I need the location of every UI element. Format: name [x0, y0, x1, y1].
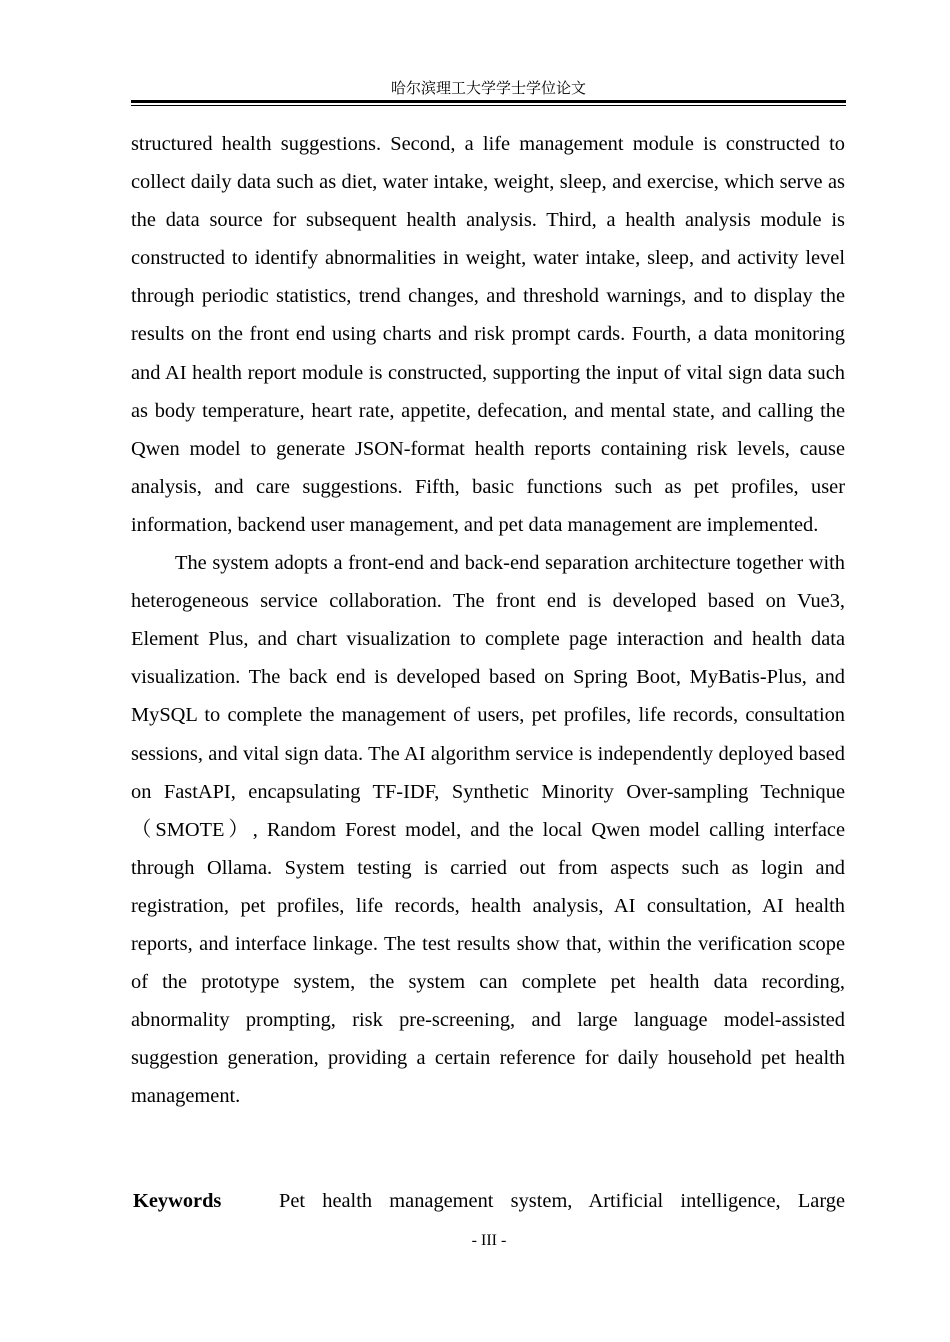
abstract-paragraph-2: The system adopts a front-end and back-end separation architecture together with heterogeneous service collaboration. The front end is developed based on Vue3, Element Plus, and chart visualization to complete page interaction and health data visualization. The back end is developed based on Spring Boot, MyBatis-Plus, and MySQL to complete the management of users, pet profiles, life records, consultation sessions, and vital sign data. The AI algorithm service is independently deployed based on FastAPI, encapsulating TF-IDF, Synthetic Minority Over-sampling Technique（SMOTE）, Random Forest model, and the local Qwen model calling interface through Ollama. System testing is carried out from aspects such as login and registration, pet profiles, life records, health analysis, AI consultation, AI health reports, and interface linkage. The test results show that, within the verification scope of the prototype system, the system can complete pet health data recording, abnormality prompting, risk pre-screening, and large language model-assisted suggestion generation, providing a certain reference for daily household pet health management. [131, 552, 845, 1108]
header-rule-thick [131, 100, 846, 103]
running-header: 哈尔滨理工大学学士学位论文 [390, 79, 586, 97]
abstract-paragraph-1: structured health suggestions. Second, a life management module is constructed to collect daily data such as diet, water intake, weight, sleep, and exercise, which serve as the data source for subsequent health analysis. Third, a health analysis module is constructed to identify abnormalities in weight, water intake, sleep, and activity level through periodic statistics, trend changes, and threshold warnings, and to display the results on the front end using charts and risk prompt cards. Fourth, a data monitoring and AI health report module is constructed, supporting the input of vital sign data such as body temperature, heart rate, appetite, defecation, and mental state, and calling the Qwen model to generate JSON-format health reports containing risk levels, cause analysis, and care suggestions. Fifth, basic functions such as pet profiles, user information, backend user management, and pet data management are implemented. [131, 133, 845, 536]
keywords-label: Keywords [133, 1190, 222, 1212]
page-number: - III - [471, 1232, 507, 1249]
header-rule-thin [131, 105, 846, 106]
abstract-body [131, 125, 845, 1115]
keywords-line [131, 1184, 845, 1218]
keywords-text: Pet health management system, Artificial intelligence, Large [279, 1190, 845, 1212]
